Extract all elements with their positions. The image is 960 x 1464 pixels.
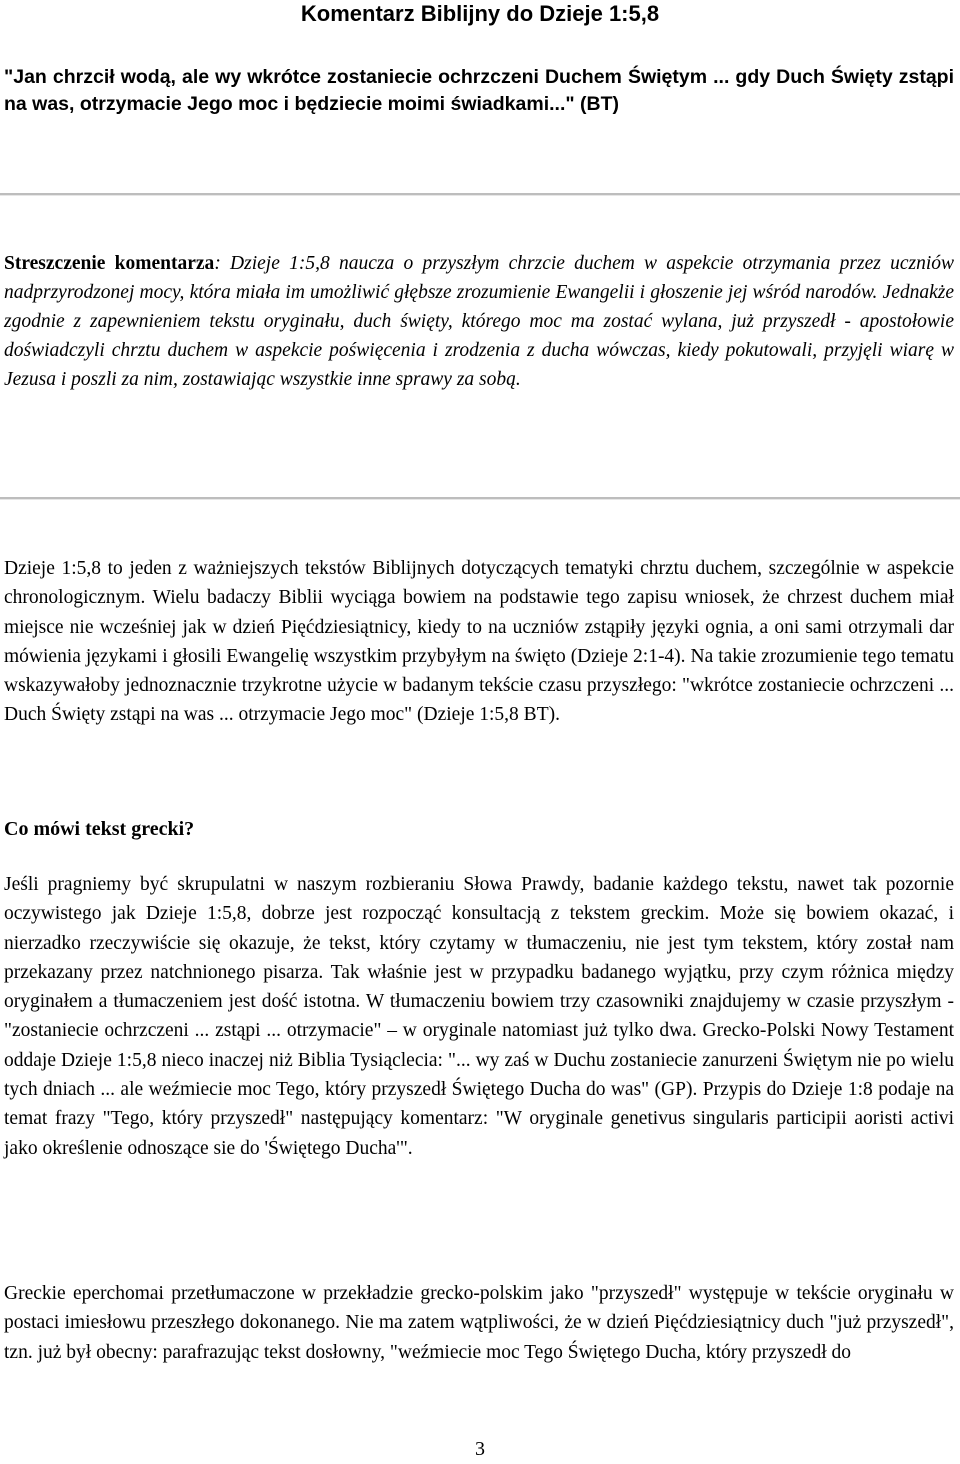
page-number: 3 (475, 1438, 485, 1460)
divider (0, 193, 960, 196)
summary-label: Streszczenie komentarza (4, 253, 215, 274)
body-paragraph-1: Dzieje 1:5,8 to jeden z ważniejszych tekstów Biblijnych dotyczących tematyki chrztu duchem, szczególnie w aspekcie chronologicznym. Wielu badaczy Biblii wyciąga bowiem na podstawie tego zapisu wniosek, że chrzest duchem miał miejsce nie wcześniej jak w dzień Pięćdziesiątnicy, kiedy to na uczniów zstąpiły języki ognia, a oni sami otrzymali dar mówienia językami i głosili Ewangelię wszystkim przybyłym na święto (Dzieje 2:1-4). Na takie zrozumienie tego tematu wskazywałoby jednoznacznie trzykrotne użycie w badanym tekście czasu przyszłego: "wkrótce zostaniecie ochrzczeni ... Duch Święty zstąpi na was ... otrzymacie Jego moc" (Dzieje 1:5,8 BT). (4, 558, 954, 726)
summary-text: : Dzieje 1:5,8 naucza o przyszłym chrzcie duchem w aspekcie otrzymania przez uczniów nadprzyrodzonej mocy, która miała im umożliwić głębsze zrozumienie Ewangelii i głoszenie jej wśród narodów. Jednakże zgodnie z zapewnieniem tekstu oryginału, duch święty, którego moc ma zostać wylana, już przyszedł - apostołowie doświadczyli chrztu duchem w aspekcie poświęcenia i zrodzenia z ducha wówczas, kiedy pokutowali, przyjęli wiarę w Jezusa i poszli za nim, zostawiając wszystkie inne sprawy za sobą. (4, 253, 954, 390)
scripture-quote: "Jan chrzcił wodą, ale wy wkrótce zostaniecie ochrzczeni Duchem Świętym ... gdy Duch Święty zstąpi na was, otrzymacie Jego moc i będziecie moimi świadkami..." (BT) (4, 66, 954, 115)
divider (0, 497, 960, 500)
summary-paragraph (4, 249, 954, 394)
section-heading: Co mówi tekst grecki? (4, 818, 195, 840)
page-title: Komentarz Biblijny do Dzieje 1:5,8 (300, 1, 660, 26)
body-paragraph-3: Greckie eperchomai przetłumaczone w przekładzie grecko-polskim jako "przyszedł" występuje w tekście oryginału w postaci imiesłowu przeszłego dokonanego. Nie ma zatem wątpliwości, że w dzień Pięćdziesiątnicy duch "już przyszedł", tzn. już był obecny: parafrazując tekst dosłowny, "weźmiecie moc Tego Świętego Ducha, który przyszedł do (4, 1283, 954, 1363)
body-paragraph-2: Jeśli pragniemy być skrupulatni w naszym rozbieraniu Słowa Prawdy, badanie każdego tekstu, nawet tak pozornie oczywistego jak Dzieje 1:5,8, dobrze jest rozpocząć konsultacją z tekstem greckim. Może się bowiem okazać, i nierzadko rzeczywiście się okazuje, że tekst, który czytamy w tłumaczeniu, nie jest tym tekstem, który został nam przekazany przez natchnionego pisarza. Tak właśnie jest w przypadku badanego wyjątku, przy czym różnica między oryginałem a tłumaczeniem jest dość istotna. W tłumaczeniu bowiem trzy czasowniki znajdujemy w czasie przyszłym - "zostaniecie ochrzczeni ... zstąpi ... otrzymacie" – w oryginale natomiast już tylko dwa. Grecko-Polski Nowy Testament oddaje Dzieje 1:5,8 nieco inaczej niż Biblia Tysiąclecia: "... wy zaś w Duchu zostaniecie zanurzeni Świętym nie po wielu tych dniach ... ale weźmiecie moc Tego, który przyszedł Świętego Ducha do was" (GP). Przypis do Dzieje 1:8 podaje na temat frazy "Tego, który przyszedł" następujący komentarz: "W oryginale genetivus singularis participii aoristi activi jako określenie odnoszące sie do 'Świętego Ducha'". (4, 874, 954, 1159)
